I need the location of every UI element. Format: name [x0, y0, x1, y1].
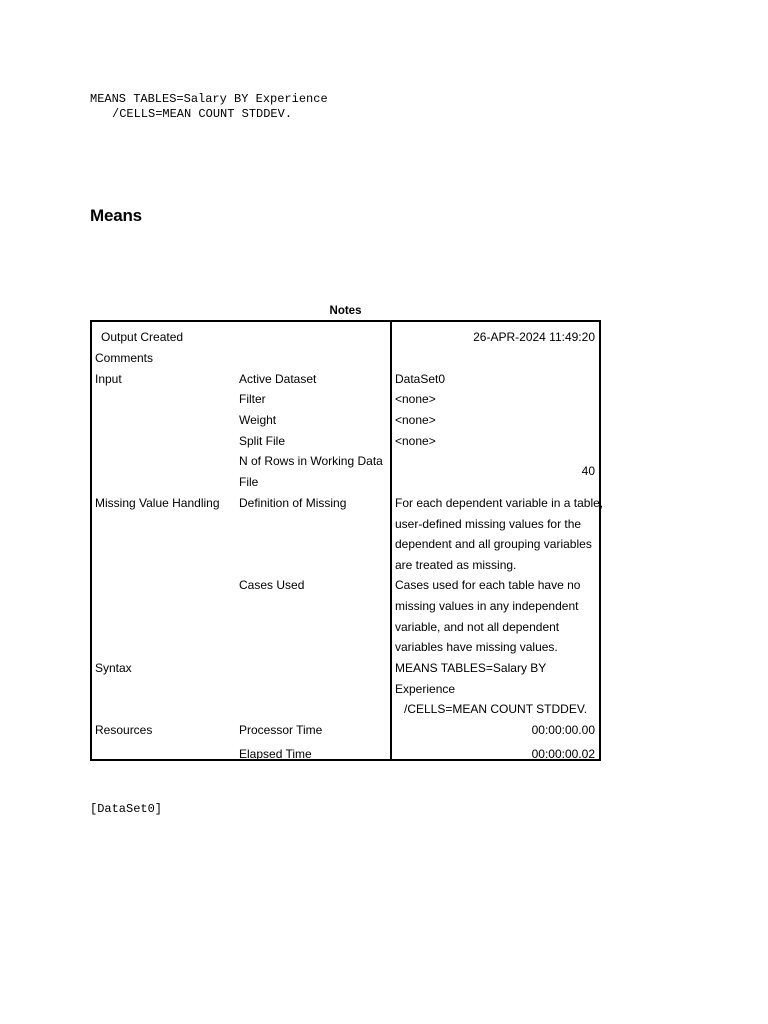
split-file-label: Split File — [239, 434, 286, 448]
definition-of-missing-value-line: user-defined missing values for the — [395, 517, 582, 531]
processor-time-label: Processor Time — [239, 723, 323, 737]
filter-value: <none> — [395, 392, 436, 406]
weight-label: Weight — [239, 413, 277, 427]
split-file-value: <none> — [395, 434, 436, 448]
syntax-line-2: /CELLS=MEAN COUNT STDDEV. — [112, 107, 293, 121]
filter-label: Filter — [239, 392, 266, 406]
weight-value: <none> — [395, 413, 436, 427]
processor-time-value: 00:00:00.00 — [531, 723, 595, 737]
dataset-tag: [DataSet0] — [90, 802, 163, 816]
active-dataset-value: DataSet0 — [395, 372, 446, 386]
definition-of-missing-value-line: dependent and all grouping variables — [395, 537, 592, 551]
output-created-label: Output Created — [101, 330, 184, 344]
definition-of-missing-label: Definition of Missing — [239, 496, 347, 510]
elapsed-time-label: Elapsed Time — [239, 747, 312, 761]
cases-used-label: Cases Used — [239, 578, 305, 592]
syntax-value-line: MEANS TABLES=Salary BY — [395, 661, 547, 675]
cases-used-value-line: variable, and not all dependent — [395, 620, 560, 634]
cases-used-value-line: Cases used for each table have no — [395, 578, 581, 592]
n-rows-value: 40 — [581, 464, 595, 478]
definition-of-missing-value-line: For each dependent variable in a table, — [395, 496, 604, 510]
syntax-value-line: /CELLS=MEAN COUNT STDDEV. — [404, 702, 588, 716]
section-heading: Means — [90, 206, 142, 225]
syntax-value-line: Experience — [395, 682, 456, 696]
output-created-value: 26-APR-2024 11:49:20 — [473, 330, 595, 344]
notes-table-title: Notes — [329, 305, 362, 317]
definition-of-missing-value-line: are treated as missing. — [395, 558, 517, 572]
cases-used-value-line: variables have missing values. — [395, 640, 558, 654]
syntax-line-1: MEANS TABLES=Salary BY Experience — [90, 92, 328, 106]
active-dataset-label: Active Dataset — [239, 372, 317, 386]
missing-value-handling-label: Missing Value Handling — [95, 496, 220, 510]
elapsed-time-value: 00:00:00.02 — [531, 747, 595, 761]
column-divider — [390, 322, 392, 759]
syntax-block — [90, 92, 328, 122]
n-rows-label-line-2: File — [239, 475, 259, 489]
notes-table — [90, 320, 604, 761]
cases-used-value-line: missing values in any independent — [395, 599, 579, 613]
syntax-label: Syntax — [95, 661, 132, 675]
input-label: Input — [95, 372, 122, 386]
n-rows-label-line-1: N of Rows in Working Data — [239, 454, 383, 468]
comments-label: Comments — [95, 351, 154, 365]
resources-label: Resources — [95, 723, 153, 737]
